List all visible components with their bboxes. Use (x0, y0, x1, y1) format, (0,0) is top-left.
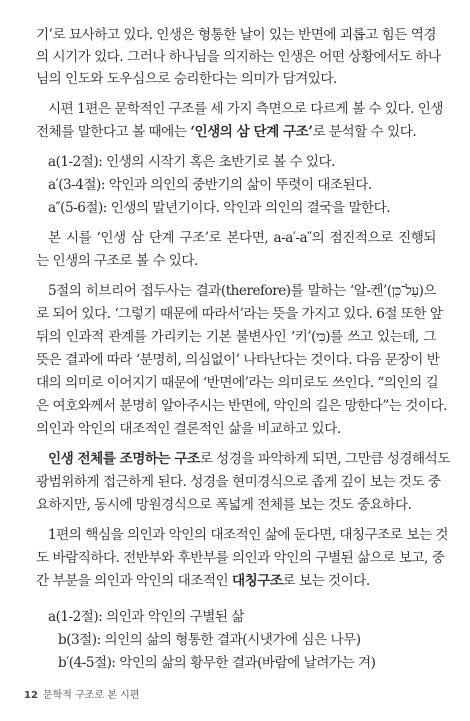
text-line: 도 바람직하다. 전반부와 후반부를 의인과 악인의 구별된 삶으로 보고, 중 (36, 550, 445, 566)
emphasis-text: ‘인생의 삼 단계 구조’ (190, 124, 313, 140)
text-line: 대의 의미로 이어지기 때문에 ‘반면에’라는 의미로도 쓰인다. “의인의 길 (36, 375, 439, 391)
text-line: 뜻은 결과에 따라 ‘분명히, 의심없이’ 나타난다는 것이다. 다음 문장이 반 (36, 352, 440, 368)
text-run: 로 성경을 파악하게 되면, 그만큼 성경해석도 (199, 451, 450, 467)
page-number: 12 (24, 690, 38, 701)
list-item: a(1-2절): 의인과 악인의 구별된 삶 (48, 609, 244, 625)
running-title: 문학적 구조로 본 시편 (42, 690, 140, 701)
text-line: 기’로 묘사하고 있다. 인생은 형통한 날이 있는 반면에 괴롭고 힘든 역경 (36, 27, 436, 43)
text-line: 1편의 핵심을 의인과 악인의 대조적인 삶에 둔다면, 대칭구조로 보는 것 (48, 527, 449, 543)
text-line: 광범위하게 접근하게 된다. 성경을 현미경식으로 좁게 깊이 보는 것도 중 (36, 474, 441, 490)
list-item: b(3절): 의인의 삶의 형통한 결과(시냇가에 심은 나무) (58, 632, 361, 648)
text-line-mixed (36, 123, 416, 141)
text-run: 전체를 말한다고 볼 때에는 (36, 124, 191, 140)
text-line: 의 시기가 있다. 그러나 하나님을 의지하는 인생은 어떤 상황에서도 하나 (36, 49, 441, 65)
emphasis-text: 인생 전체를 조명하는 구조 (48, 451, 200, 467)
emphasis-text: 대칭구조 (231, 573, 283, 589)
text-line-mixed (48, 450, 450, 468)
list-item: b′(4-5절): 악인의 삶의 황무한 결과(바람에 날려가는 겨) (58, 655, 376, 671)
list-item: a′(3-4절): 악인과 의인의 중반기의 삶이 뚜렷이 대조된다. (48, 177, 372, 193)
text-line: 요하지만, 동시에 망원경식으로 폭넓게 전체를 보는 것도 중요하다. (36, 497, 412, 513)
text-line: 은 여호와께서 분명히 알아주시는 반면에, 악인의 길은 망한다”는 것이다. (36, 398, 447, 414)
text-run: 로 분석할 수 있다. (312, 124, 417, 140)
text-run: 로 보는 것이다. (282, 573, 370, 589)
text-line: 로 되어 있다. ‘그렇기 때문에 따라서’라는 뜻을 가지고 있다. 6절 또한 앞 (36, 306, 443, 322)
text-line: 시편 1편은 문학적인 구조를 세 가지 측면으로 다르게 볼 수 있다. 인생 (48, 101, 444, 117)
list-item: a″(5-6절): 인생의 말년기이다. 악인과 의인의 결국을 말한다. (48, 200, 391, 216)
list-item: a(1-2절): 인생의 시작기 혹은 초반기로 볼 수 있다. (48, 154, 335, 170)
text-run: 간 부분을 의인과 악인의 대조적인 (36, 573, 232, 589)
page-footer (24, 686, 139, 701)
text-line: 는 인생의 구조로 볼 수 있다. (36, 253, 198, 269)
text-line: 뒤의 인과적 관계를 가리키는 기본 불변사인 ‘키’(כִּי)를 쓰고 있는데, 그 (36, 329, 436, 345)
text-line: 의인과 악인의 대조적인 결론적인 삶을 비교하고 있다. (36, 421, 341, 437)
text-line: 님의 인도와 도우심으로 승리한다는 의미가 담겨있다. (36, 71, 337, 87)
text-line: 5절의 히브리어 접두사는 결과(therefore)를 말하는 ‘알-켄’(עַל־כֵּן)으 (48, 283, 436, 299)
text-line: 본 시를 ‘인생 삼 단계 구조’로 본다면, a-a′-a″의 점진적으로 진행되 (48, 230, 436, 246)
text-line-mixed (36, 572, 370, 590)
